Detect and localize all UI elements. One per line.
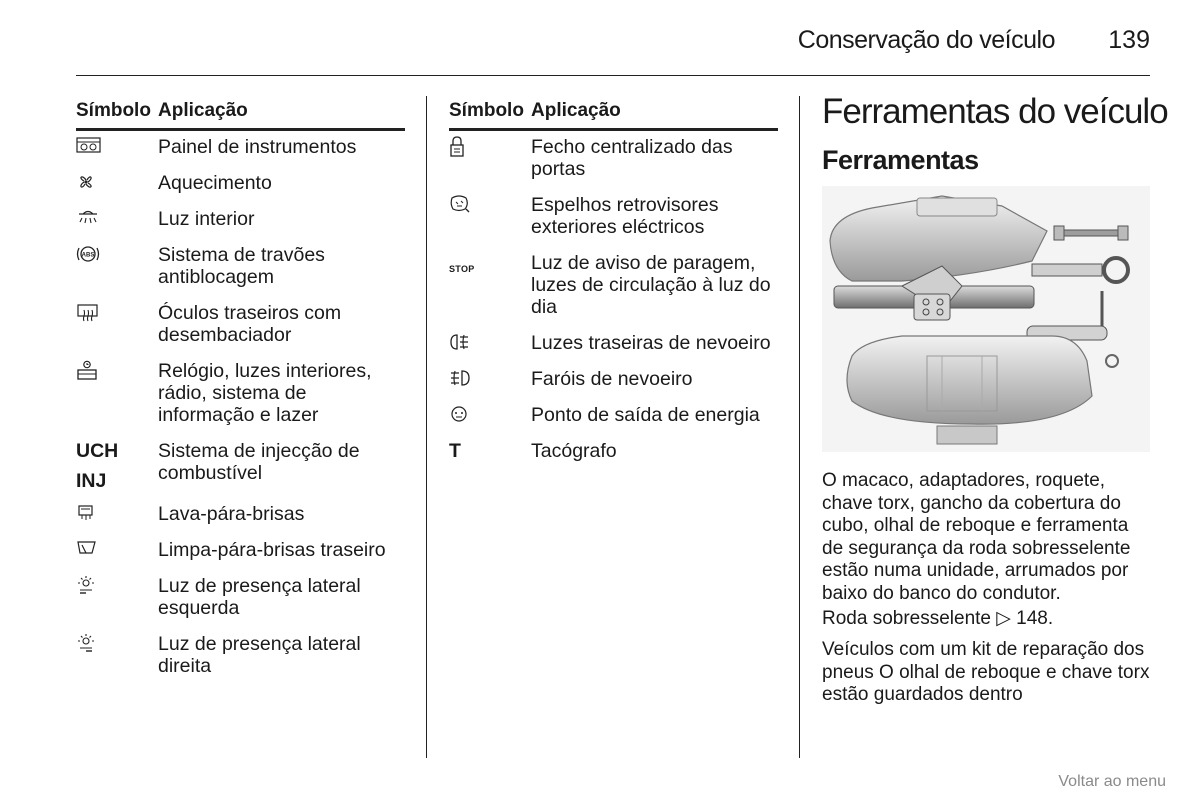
table-row [76,575,405,619]
stop-symbol: STOP [449,264,475,274]
table-row [449,332,778,354]
table-header-rule [76,128,405,131]
column-header-symbol: Símbolo [449,100,524,121]
front-fog-light-icon [449,368,525,388]
table-row [449,252,778,318]
row-application: Luz de aviso de paragem, luzes de circulação à luz do dia [531,252,771,318]
page-number: 139 [1108,26,1150,54]
row-application: Tacógrafo [531,440,617,462]
symbol-table-right [449,100,778,462]
table-row [76,440,405,492]
body-paragraph: Veículos com um kit de reparação dos pneus O olhal de reboque e chave torx estão guardados dentro [822,639,1150,705]
svg-text:ABS: ABS [81,252,95,259]
table-row [76,208,405,230]
row-application: Sistema de travões antiblocagem [158,244,325,288]
table-row [449,136,778,180]
rear-wiper-icon [76,539,152,559]
row-application: Painel de instrumentos [158,136,357,158]
row-application: Aquecimento [158,172,272,194]
central-lock-icon [449,136,525,158]
side-light-left-icon [76,575,152,595]
table-header [76,100,405,122]
abs-icon [76,244,152,264]
vehicle-tools-illustration [822,186,1150,452]
section-subtitle: Ferramentas [822,145,979,175]
row-application: Faróis de nevoeiro [531,368,693,390]
back-to-menu-link[interactable]: Voltar ao menu [1058,773,1166,790]
clock-radio-icon [76,360,152,382]
column-divider [799,96,800,758]
row-application: Relógio, luzes interiores, rádio, sistema de informação e lazer [158,360,372,426]
column-header-application: Aplicação [531,100,621,121]
row-application: Lava-pára-brisas [158,503,305,525]
table-row [449,368,778,390]
body-paragraph: Roda sobresselente ▷ 148. [822,608,1054,629]
column-header-symbol: Símbolo [76,100,151,121]
column-header-application: Aplicação [158,100,248,121]
side-light-right-icon [76,633,152,653]
uch-inj-symbol: UCH INJ [76,440,119,492]
row-application: Limpa-pára-brisas traseiro [158,539,386,561]
page-section-title: Conservação do veículo [797,26,1055,54]
rear-fog-light-icon [449,332,525,352]
table-row [76,539,405,561]
row-application: Luz interior [158,208,255,230]
row-application: Fecho centralizado das portas [531,136,733,180]
fan-icon [76,172,152,192]
power-outlet-icon [449,404,525,424]
row-application: Luz de presença lateral esquerda [158,575,361,619]
row-application: Óculos traseiros com desembaciador [158,302,342,346]
table-header [449,100,778,122]
table-row [76,244,405,288]
section-title: Ferramentas do veículo [822,92,1168,131]
interior-light-icon [76,208,152,226]
table-row [76,503,405,525]
row-application: Sistema de injecção de combustível [158,440,360,484]
table-row [76,172,405,194]
tachograph-symbol: T [449,440,461,462]
row-application: Ponto de saída de energia [531,404,760,426]
instrument-panel-icon [76,136,152,154]
rear-defrost-icon [76,302,152,322]
column-divider [426,96,427,758]
table-header-rule [449,128,778,131]
row-application: Espelhos retrovisores exteriores eléctricos [531,194,719,238]
table-row [76,302,405,346]
table-row [76,633,405,677]
row-application: Luzes traseiras de nevoeiro [531,332,771,354]
row-application: Luz de presença lateral direita [158,633,361,677]
table-row [449,194,778,238]
table-row [76,360,405,426]
table-row [449,404,778,426]
washer-icon [76,503,152,523]
electric-mirror-icon [449,194,525,214]
body-paragraph: O macaco, adaptadores, roquete, chave torx, gancho da cobertura do cubo, olhal de reboque e ferramenta de segurança da roda sobresselente estão numa unidade, arrumados por baixo do banco do condutor. [822,470,1131,604]
header-divider [76,75,1150,76]
symbol-table-left [76,100,405,677]
table-row [449,440,778,462]
table-row [76,136,405,158]
